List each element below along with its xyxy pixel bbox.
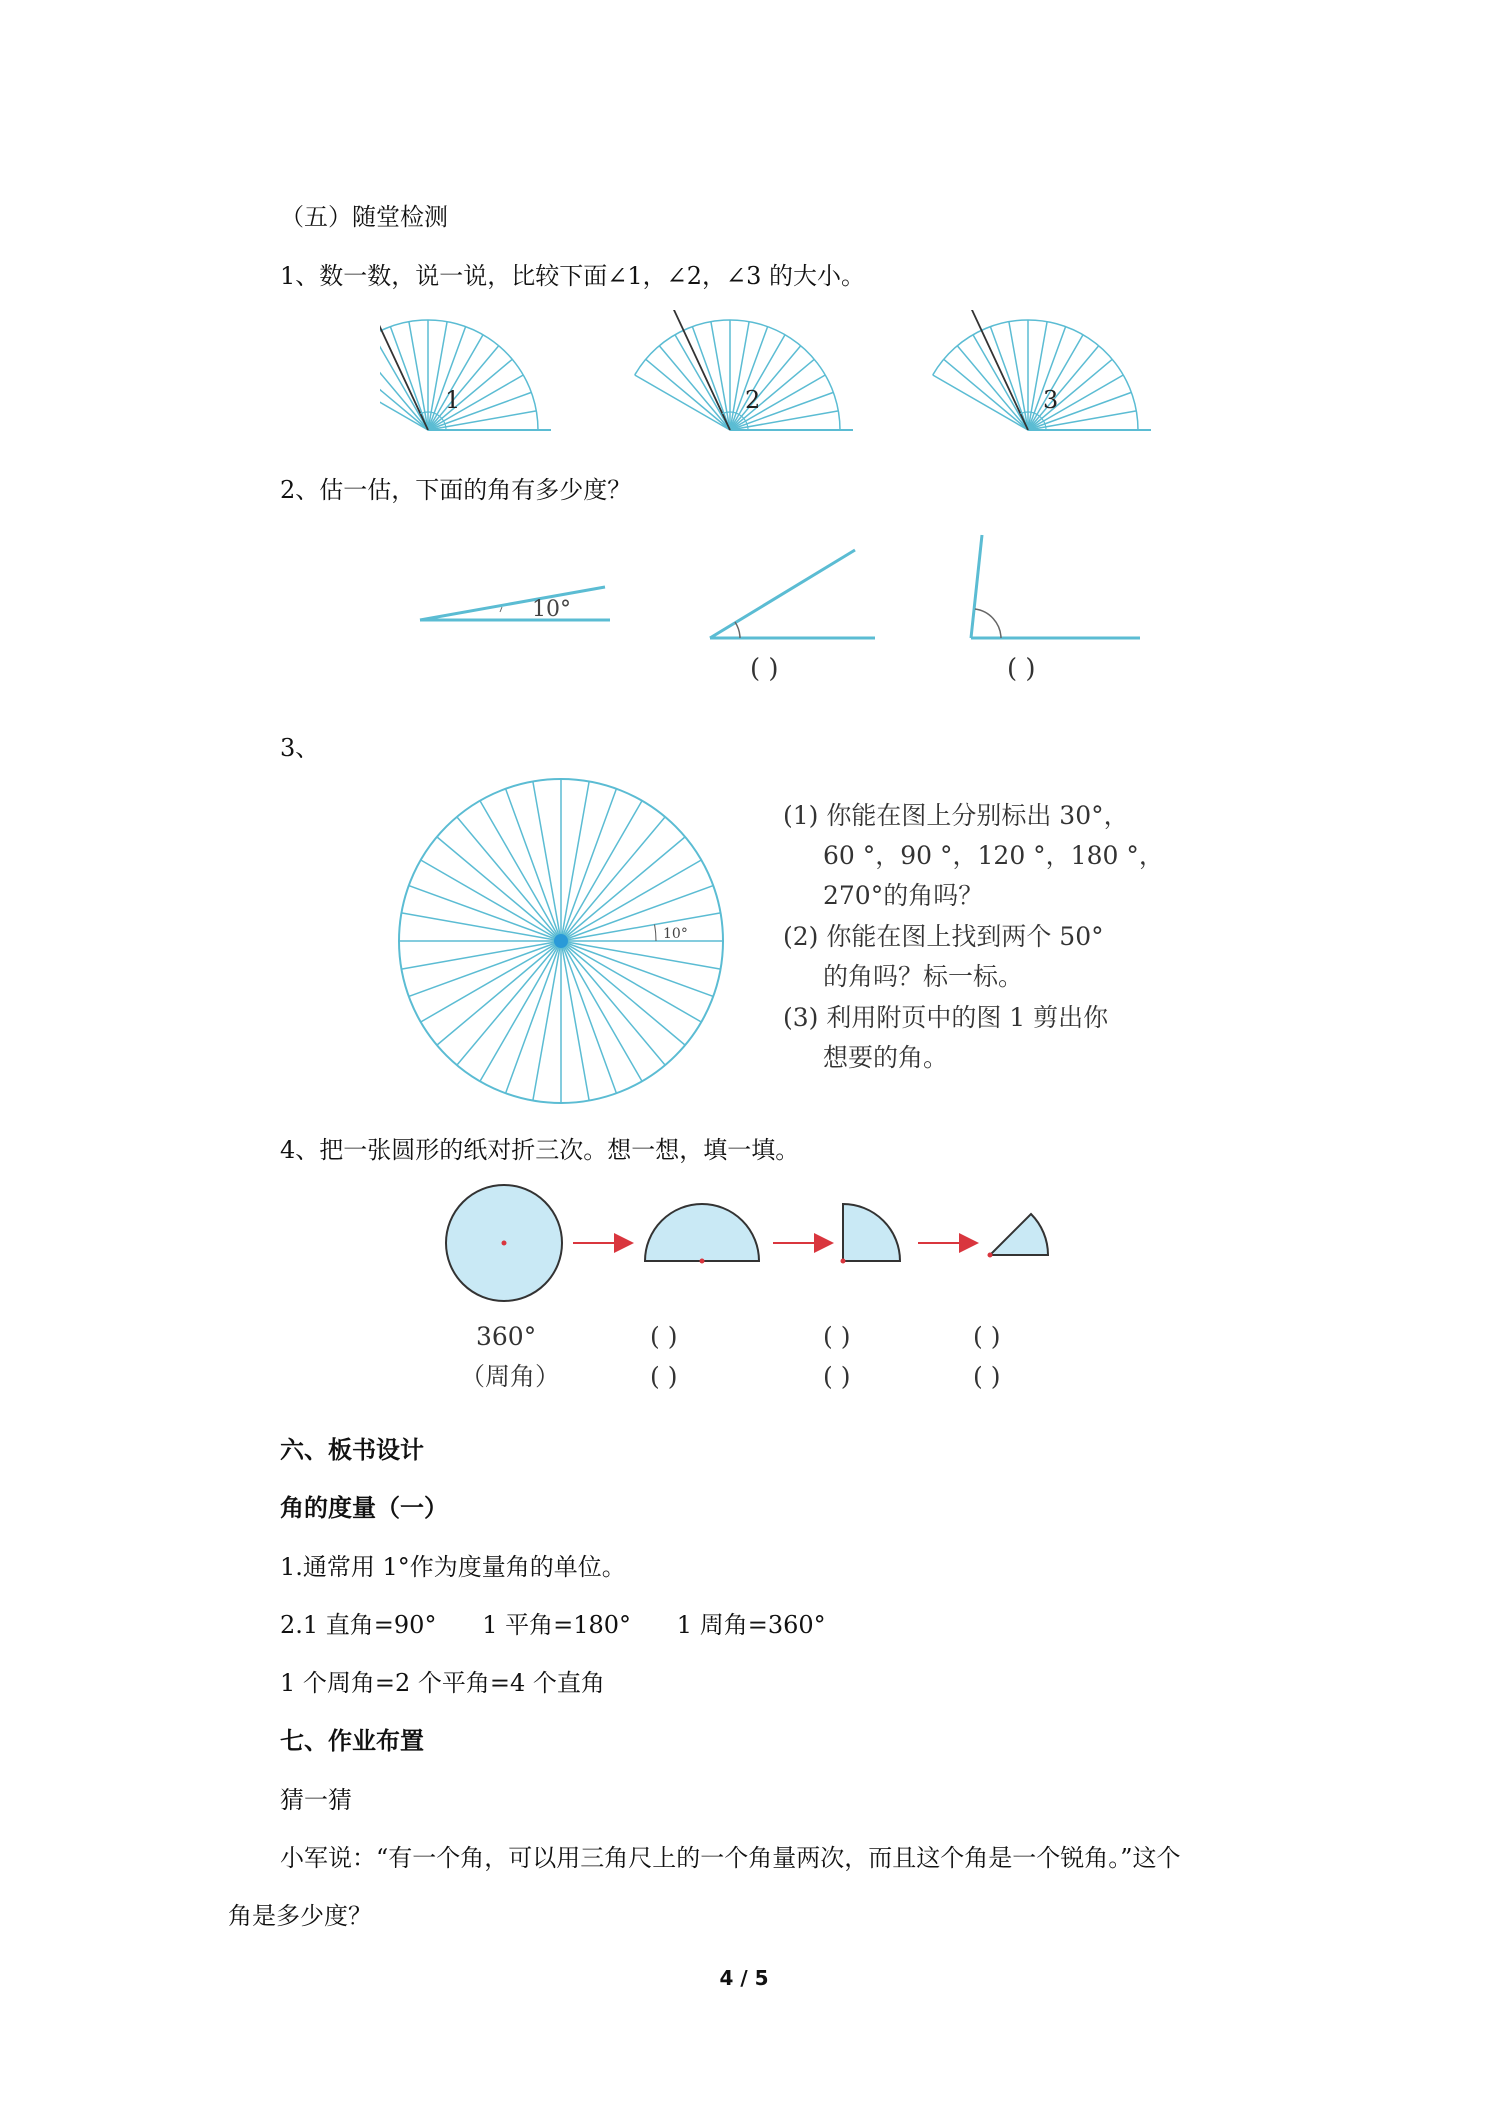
angle-c-ray	[971, 535, 982, 638]
homework-paragraph-line-2: 角是多少度？	[228, 1902, 372, 1930]
fan-3	[933, 310, 1151, 430]
wheel-angle-arc	[655, 925, 656, 941]
eighth-blank-2: ( )	[973, 1362, 1001, 1391]
q3-line-4: (2) 你能在图上找到两个 50°	[783, 922, 1104, 951]
board-line-1: 1.通常用 1°作为度量角的单位。	[280, 1553, 626, 1581]
q3-line-5: 的角吗？标一标。	[823, 962, 1024, 991]
angle-a-ray	[420, 587, 605, 620]
full-angle-value: 360°	[476, 1322, 537, 1351]
angle-b-ray	[710, 550, 855, 638]
wheel-center	[554, 934, 568, 948]
q1-fan-figures	[380, 310, 1180, 440]
fan-2	[635, 310, 853, 430]
eighth-blank-1: ( )	[973, 1322, 1001, 1351]
q3-line-3: 270°的角吗？	[823, 881, 984, 910]
page-number: 4 / 5	[719, 1966, 769, 1990]
fan-label-3: 3	[1043, 386, 1059, 414]
wheel-angle-label: 10°	[663, 926, 688, 942]
board-line-2: 2.1 直角=90° 1 平角=180° 1 周角=360°	[280, 1611, 826, 1639]
quarter-blank-1: ( )	[823, 1322, 851, 1351]
fan-label-2: 2	[745, 386, 761, 414]
fan-spoke	[933, 375, 1028, 430]
homework-paragraph-line-1: 小军说：“有一个角，可以用三角尺上的一个角量两次，而且这个角是一个锐角。”这个	[280, 1844, 1181, 1872]
q3-line-2: 60 °，90 °，120 °，180 °，	[823, 841, 1164, 870]
fan-label-1: 1	[445, 386, 461, 414]
q3-number: 3、	[280, 734, 320, 762]
fan-spoke	[659, 346, 730, 430]
section6-subtitle: 角的度量（一）	[280, 1494, 448, 1522]
eighth-circle	[990, 1214, 1048, 1255]
q3-line-6: (3) 利用附页中的图 1 剪出你	[783, 1003, 1109, 1032]
fan-1	[380, 310, 551, 430]
full-angle-name: （周角）	[460, 1362, 561, 1391]
fan-spoke	[957, 346, 1028, 430]
q3-line-7: 想要的角。	[823, 1043, 949, 1072]
quarter-blank-2: ( )	[823, 1362, 851, 1391]
half-circle	[645, 1204, 759, 1261]
q3-line-1: (1) 你能在图上分别标出 30°，	[783, 801, 1129, 830]
section7-title: 七、作业布置	[280, 1727, 424, 1755]
angle-c-blank: ( )	[1007, 654, 1036, 684]
q4-folding-figure	[440, 1175, 1090, 1405]
board-line-3: 1 个周角=2 个平角=4 个直角	[280, 1669, 605, 1697]
q2-text: 2、估一估，下面的角有多少度？	[280, 476, 632, 504]
degree-wheel	[398, 776, 738, 1116]
quarter-circle	[843, 1204, 900, 1261]
q2-angle-figures	[410, 525, 1170, 695]
fan-spoke	[380, 359, 428, 430]
q1-text: 1、数一数，说一说，比较下面∠1，∠2，∠3 的大小。	[280, 262, 866, 290]
angle-a-label: 10°	[532, 597, 571, 622]
half-blank-2: ( )	[650, 1362, 678, 1391]
section6-title: 六、板书设计	[280, 1436, 424, 1464]
q4-text: 4、把一张圆形的纸对折三次。想一想，填一填。	[280, 1136, 800, 1164]
fan-spoke	[635, 375, 730, 430]
angle-b-blank: ( )	[750, 654, 779, 684]
half-blank-1: ( )	[650, 1322, 678, 1351]
section7-subtitle: 猜一猜	[280, 1786, 352, 1814]
section5-title: （五）随堂检测	[280, 203, 448, 231]
